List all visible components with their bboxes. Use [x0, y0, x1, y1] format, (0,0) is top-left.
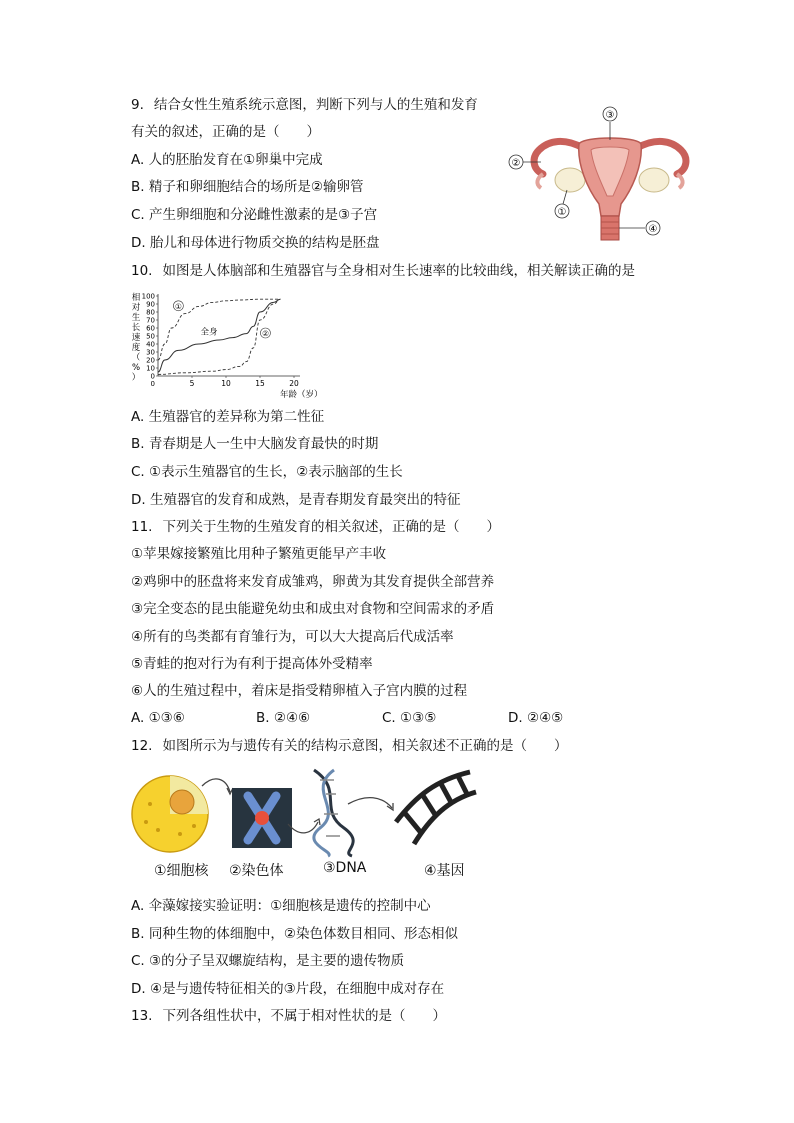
q12-option-c[interactable]: C. ③的分子呈双螺旋结构，是主要的遗传物质 [131, 953, 405, 969]
y-tick-label: 90 [146, 300, 155, 309]
q9-option-a[interactable]: A. 人的胚胎发育在①卵巢中完成 [131, 152, 323, 168]
q9-number: 9. [131, 97, 144, 113]
x-tick-label: 5 [189, 379, 195, 388]
y-axis-label: 相对生长速度（%） [131, 293, 141, 383]
q11-statement-4: ④所有的鸟类都有育雏行为，可以大大提高后代成活率 [131, 629, 454, 645]
q11-statement-2: ②鸡卵中的胚盘将来发育成雏鸡，卵黄为其发育提供全部营养 [131, 574, 495, 590]
y-tick-label: 80 [146, 308, 155, 317]
q12-label-nucleus: ①细胞核 [154, 863, 209, 879]
q10-stem-text: 如图是人体脑部和生殖器官与全身相对生长速率的比较曲线，相关解读正确的是 [162, 263, 635, 279]
q12-option-b[interactable]: B. 同种生物的体细胞中，②染色体数目相同、形态相似 [131, 926, 458, 942]
q12-stem-line [131, 736, 567, 756]
right-ovary [639, 168, 669, 192]
q10-number: 10. [131, 263, 153, 279]
q9-label-1: ① [557, 207, 567, 218]
growth-rate-chart [128, 288, 323, 400]
y-tick-label: 60 [146, 324, 155, 333]
series-annotation: ① [175, 301, 182, 311]
female-reproductive-system-figure [505, 104, 695, 244]
q11-option-a[interactable]: A. ①③⑥ [131, 710, 185, 726]
y-tick-label: 100 [141, 292, 155, 301]
q10-option-c[interactable]: C. ①表示生殖器官的生长，②表示脑部的生长 [131, 464, 403, 480]
q12-stem-text: 如图所示为与遗传有关的结构示意图，相关叙述不正确的是（ ） [162, 738, 568, 754]
x-tick-label: 20 [289, 379, 299, 388]
y-tick-label: 20 [146, 356, 155, 365]
x-tick-label: 15 [255, 379, 265, 388]
q10-option-b[interactable]: B. 青春期是人一生中大脑发育最快的时期 [131, 436, 379, 452]
q11-statement-6: ⑥人的生殖过程中，着床是指受精卵植入子宫内膜的过程 [131, 683, 468, 699]
q13-number: 13. [131, 1008, 153, 1024]
cell-nucleus-image [132, 776, 208, 852]
q11-number: 11. [131, 519, 153, 535]
gene-image [396, 772, 476, 844]
q9-stem-line2: 有关的叙述，正确的是（ ） [131, 124, 320, 140]
q11-stem-text: 下列关于生物的生殖发育的相关叙述，正确的是（ ） [162, 519, 500, 535]
q9-label-4: ④ [648, 224, 658, 235]
q11-stem-line [131, 517, 500, 537]
q9-option-c[interactable]: C. 产生卵细胞和分泌雌性激素的是③子宫 [131, 207, 378, 223]
x-axis-label: 年龄（岁） [280, 390, 323, 400]
y-tick-label: 30 [146, 348, 155, 357]
q11-option-b[interactable]: B. ②④⑥ [256, 710, 311, 726]
q9-label-2: ② [511, 158, 521, 169]
q9-option-b[interactable]: B. 精子和卵细胞结合的场所是②输卵管 [131, 179, 364, 195]
heredity-structures-figure [130, 764, 480, 856]
y-tick-label: 40 [146, 340, 155, 349]
q11-option-d[interactable]: D. ②④⑤ [508, 710, 564, 726]
q12-label-dna: ③DNA [323, 860, 367, 876]
q11-option-c[interactable]: C. ①③⑤ [382, 710, 437, 726]
series-annotation: 全身 [200, 327, 218, 338]
q10-option-a[interactable]: A. 生殖器官的差异称为第二性征 [131, 409, 325, 425]
q10-stem-line [131, 261, 635, 281]
q13-stem-line [131, 1006, 446, 1026]
q12-option-a[interactable]: A. 伞藻嫁接实验证明：①细胞核是遗传的控制中心 [131, 898, 431, 914]
y-tick-label: 70 [146, 316, 155, 325]
q12-label-chromosome: ②染色体 [229, 863, 284, 879]
q9-option-d[interactable]: D. 胎儿和母体进行物质交换的结构是胚盘 [131, 235, 380, 251]
series-annotation: ② [262, 329, 269, 338]
left-ovary [555, 168, 585, 192]
y-tick-label: 10 [146, 364, 155, 373]
q10-option-d[interactable]: D. 生殖器官的发育和成熟，是青春期发育最突出的特征 [131, 492, 461, 508]
q12-number: 12. [131, 738, 153, 754]
q9-label-3: ③ [605, 110, 615, 121]
q11-statement-5: ⑤青蛙的抱对行为有利于提高体外受精率 [131, 656, 373, 672]
dna-helix-image [314, 770, 353, 856]
y-tick-label: 50 [146, 332, 155, 341]
q11-statement-1: ①苹果嫁接繁殖比用种子繁殖更能早产丰收 [131, 546, 387, 562]
y-tick-label: 0 [150, 372, 155, 381]
q9-stem-text: 结合女性生殖系统示意图，判断下列与人的生殖和发育 [153, 97, 478, 113]
q9-stem-line1 [131, 95, 478, 115]
x-tick-label: 10 [221, 379, 231, 388]
chromosome-image [232, 788, 292, 848]
q13-stem-text: 下列各组性状中，不属于相对性状的是（ ） [162, 1008, 446, 1024]
q11-statement-3: ③完全变态的昆虫能避免幼虫和成虫对食物和空间需求的矛盾 [131, 601, 495, 617]
q12-option-d[interactable]: D. ④是与遗传特征相关的③片段，在细胞中成对存在 [131, 981, 445, 997]
q12-label-gene: ④基因 [424, 863, 465, 879]
origin-label: 0 [150, 380, 155, 388]
